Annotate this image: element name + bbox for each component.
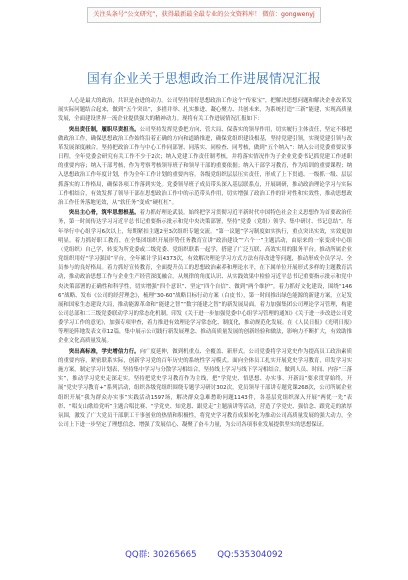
page-footer — [0, 548, 408, 560]
document-title: 国有企业关于思想政治工作进展情况汇报 — [87, 72, 321, 87]
section-paragraph-2 — [58, 209, 352, 346]
footer-qq-group: QQ群: 30265665 — [125, 550, 197, 560]
section-body-1: 公司坚持发挥党委把方向、管大局、保落实的领导作用，切实履行主体责任，坚定不移把做政治工作，确保思想政治工作始终沿着正确的方向和道路推进，确保党组织建设根基，坚持党建引领，实现党建引领与改革发展深度融合。坚持把政治工作与中心工作同部署、同落实、同检查、同考核，做到“五个纳入”：纳入公司党委重要议事日程，全年党委会研究有关工作不少于2次；纳入党建工作责任制考核，并将落实情况作为子企业党委书记抓党建工作述职的重要内容；纳入干部考核，作为考察考核领导班子和领导干部的重要依据；纳入干部学习教育，作为培训的重要课程；纳入思想政治工作年度计划，作为全年工作计划的重要内容。各级党组织层层压实责任，形成了上下贯通、一级抓一级、层层抓落实的工作格局，确保各项工作落到实处。党委领导班子成员带头深入基层联系点，开展调研，推动政治理论学习与实际工作相结合，有效发挥了领导干部在思想政治工作中的示范带头作用，切实增强了政治工作的针对性和实效性，推动思想政治工作任务落地见效，从“软任务”变成“硬杠杠”。 — [58, 126, 352, 206]
section-heading-3: 突出高标准，学史增信力行。 — [68, 348, 140, 355]
section-heading-2: 突出主心骨，筑牢思想根基。 — [68, 210, 140, 217]
section-body-3: 向广度延伸，做到机重点、全覆盖、新形式。公司党委将学习党史作为提高员工政治素质的重要内容，紧密联系实际，创新学习党的百年历史的系统性学习模式。面向全体员工扎实开展党史学习教育，印发学习实施方案，制定学习计划表，坚持集中学习与分散学习相结合，坚持线上学习与线下学习相结合，做到人员、时间、内容“三落实”，推动学习党史走深走实。坚持把党史学习教育作为主线，把“学党史、悟思想、办实事、开新局”要求贯穿始终，开展“党史学习教育+”系列活动，组织各级党组织围绕专题学习研讨302次，党员领导干部讲专题党课268次，公司所属企业组织开展“我为群众办实事”实践活动1597场，解决群众急难愁盼问题1143件，各基层党组织深入开展“两优一先”表彰、“唱支山歌给党听”主题合唱比赛、“学党史、知党恩、跟党走”主题演讲等活动，营造了学党史、强信念、跟党走的浓厚氛围，激发了广大党员干部职工干事创业的热情和积极性，将党史学习教育成果转化为推动公司高质量发展的强大动力，全公司上下进一步坚定了理想信念、增强了发展信心、凝聚了奋斗力量，为公司各项事业发展提供坚实的思想保证。 — [58, 348, 352, 429]
section-paragraph-3 — [58, 348, 352, 430]
footer-qq: QQ:535304092 — [217, 550, 283, 560]
section-paragraph-1 — [58, 126, 352, 208]
document-body — [58, 97, 352, 430]
section-body-2: 着力抓好理论武装。始终把学习贯彻习近平新时代中国特色社会主义思想作为首要政治任务，第一时间传达学习习近平总书记重要指示批示和党中央决策部署，坚持“党委（党组）领学、集中研讨、书记总结”，每年举行中心组学习6次以上，每期紧扣主题2至3次组织专题交流。“第一议题”学习制度如实执行，重点突出实效，实效更加明显。着力抓好职工教育，在全集团组织开展形势任务教育宣讲“政治建设”“六个一”主题活动，由原来的一家变成中心组（党组织）自己学，转变为所党委或二级党委、党组织联系一起学，搭建了广泛互联、高效实用的服务平台。推动所属企业党组织用好“学习强国”平台，全年累计学员4373次，有效解决理论学习方式方法有待改进等问题，推动形成全员学习、全员参与的良好格局。着力抓好宣传教育，全面提升员工的思想政治素养和理论水平，在下属单位开展形式多样的主题教育活动，推动政治思想工作与企业生产经营深度融合。从规律的角度认识、从实践效果中检验习近平总书记重要指示批示和党中央决策部署的正确性和科学性，切实增强“四个意识”、坚定“四个自信”、做到“两个维护”。着力抓好文化建设，围绕“1466”战略、发布《公司的经营理念》，梳理“30-60”战略目标行动方案（白皮书），第一时间推出绿色能源的新建方案，立足发展和国家生态建设大局，推动能源革命和“能建之智”“数字能建之智”的新发展局面。着力加强集团公司理论学习管理，构建公司总部和二三级党委联动学习的常态化机制。印发《关于进一步加强党委中心组学习管理的通知》《关于进一步改进公司党委学习工作的意见》，加强专项审查，着力推进有效理论学习常态化、制度化，推动规范化发展。在《人民日报》《光明日报》等理论阵地发表文章12篇，集中展示公司践行新发展理念、推动高质量发展的创新经验和做法，影响力不断扩大，有效助推企业文化高质量发展。 — [58, 210, 352, 345]
header-banner — [0, 0, 408, 29]
section-heading-1: 突出责任制，履职尽责担当。 — [68, 126, 140, 133]
intro-paragraph: 人心是最大的政治，共识是奋进的动力。公司坚持用好思想政治工作这个“传家宝”，把解决思想问题和解决企业改革发展实际问题结合起来，做到“五个突出”，多措并举、扎实推进、凝心聚力、共创未来，为系统打造“三新”能建，实现高质量发展，全面建设世界一流企业提供强大的精神动力。现将有关工作进展情况汇报如下： — [58, 98, 352, 123]
banner-notice: 关注头条号“公文研究”，获得最新最全最专业的公文资料库！ 微信：gongwenyj — [87, 7, 321, 23]
